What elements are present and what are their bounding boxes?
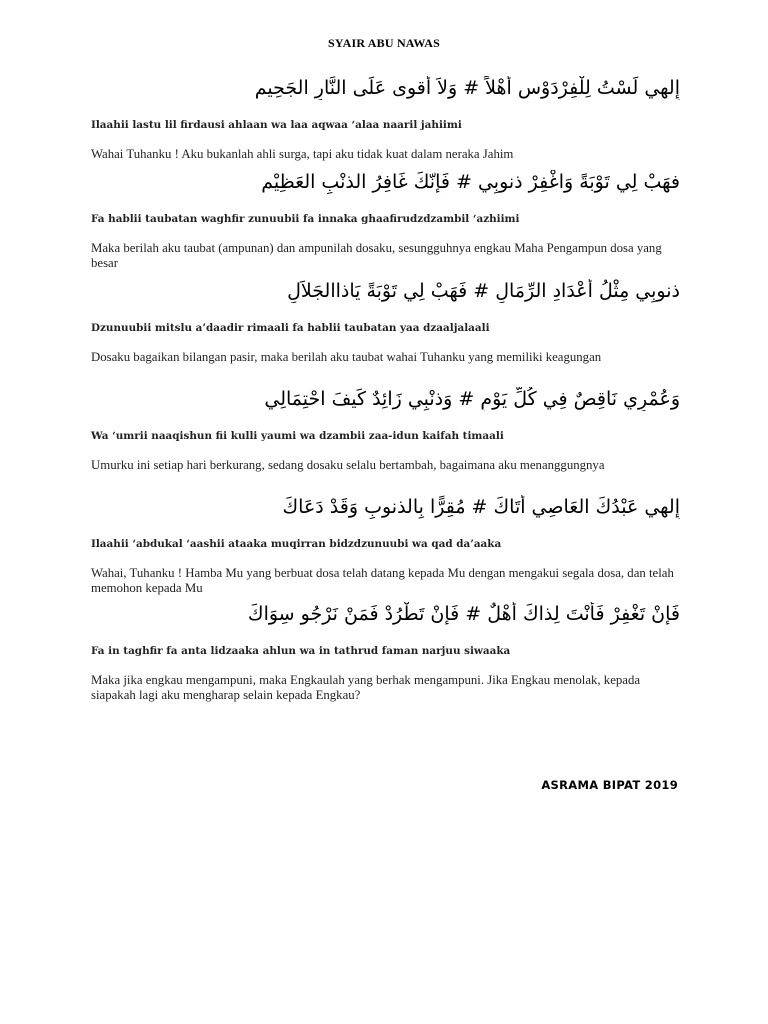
stanza-4 [91, 387, 680, 473]
translation: Dosaku bagaikan bilangan pasir, maka berilah aku taubat wahai Tuhanku yang memiliki keagungan [91, 350, 602, 364]
translation: Maka berilah aku taubat (ampunan) dan ampunilah dosaku, sesungguhnya engkau Maha Pengampun dosa yang besar [91, 241, 662, 270]
translation: Wahai, Tuhanku ! Hamba Mu yang berbuat dosa telah datang kepada Mu dengan mengakui segala dosa, dan telah memohon kepada Mu [91, 566, 674, 595]
transliteration: Ilaahii lastu lil firdausi ahlaan wa laa aqwaa ‘alaa naaril jahiimi [91, 119, 462, 131]
translation: Wahai Tuhanku ! Aku bukanlah ahli surga, tapi aku tidak kuat dalam neraka Jahim [91, 147, 514, 161]
arabic-verse: فهَبْ لِي تَوْبَةً وَاغْفِرْ ذنوبِي # فَإِنّكَ غَافِرُ الذنْبِ العَظِيْمِ [261, 171, 680, 193]
stanza-5 [91, 495, 680, 596]
page-title: SYAIR ABU NAWAS [328, 36, 440, 50]
stanza-2 [91, 170, 680, 271]
transliteration: Dzunuubii mitslu a’daadir rimaali fa hablii taubatan yaa dzaaljalaali [91, 322, 490, 334]
arabic-verse: ذنوبِي مِثْلُ أَعْدَادِ الرِّمَالِ # فَهَبْ لِي تَوْبَةً يَاذاالجَلاَلِ [287, 280, 680, 302]
translation: Maka jika engkau mengampuni, maka Engkaulah yang berhak mengampuni. Jika Engkau menolak, kepada siapakah lagi aku mengharap selain kepada Engkau? [91, 673, 641, 702]
stanza-3 [91, 279, 680, 365]
transliteration: Ilaahii ‘abdukal ‘aashii ataaka muqirran bidzdzunuubi wa qad da’aaka [91, 538, 502, 550]
arabic-verse: وَعُمْرِي نَاقِصٌ فِي كُلِّ يَوْمٍ # وَذنْبِي زَائِدٌ كَيفَ احْتِمَالِي [264, 388, 680, 410]
arabic-verse: إِلهِي لَسْتُ لِلْفِرْدَوْسِ أَهْلاً # وَلاَ أَقوى عَلَى النَّارِ الجَحِيم [254, 77, 680, 99]
stanza-6 [91, 602, 680, 703]
translation: Umurku ini setiap hari berkurang, sedang dosaku selalu bertambah, bagaimana aku menanggungnya [91, 458, 605, 472]
transliteration: Wa ‘umrii naaqishun fii kulli yaumi wa dzambii zaa-idun kaifah timaali [91, 430, 504, 442]
arabic-verse: فَإِنْ تَغْفِرْ فَأَنْتَ لِذاكَ أَهْلٌ # فَإِنْ تَطْرُدْ فَمَنْ نَرْجُو سِوَاكَ [247, 603, 680, 625]
footer-label: ASRAMA BIPAT 2019 [541, 778, 678, 792]
transliteration: Fa hablii taubatan waghfir zunuubii fa innaka ghaafirudzdzambil ‘azhiimi [91, 213, 520, 225]
stanza-1 [91, 76, 680, 162]
transliteration: Fa in taghfir fa anta lidzaaka ahlun wa in tathrud faman narjuu siwaaka [91, 645, 511, 657]
arabic-verse: إِلهِي عَبْدُكَ العَاصِي أَتَاكَ # مُقِرًّا بِالذنوبِ وَقَدْ دَعَاكَ [282, 496, 680, 518]
